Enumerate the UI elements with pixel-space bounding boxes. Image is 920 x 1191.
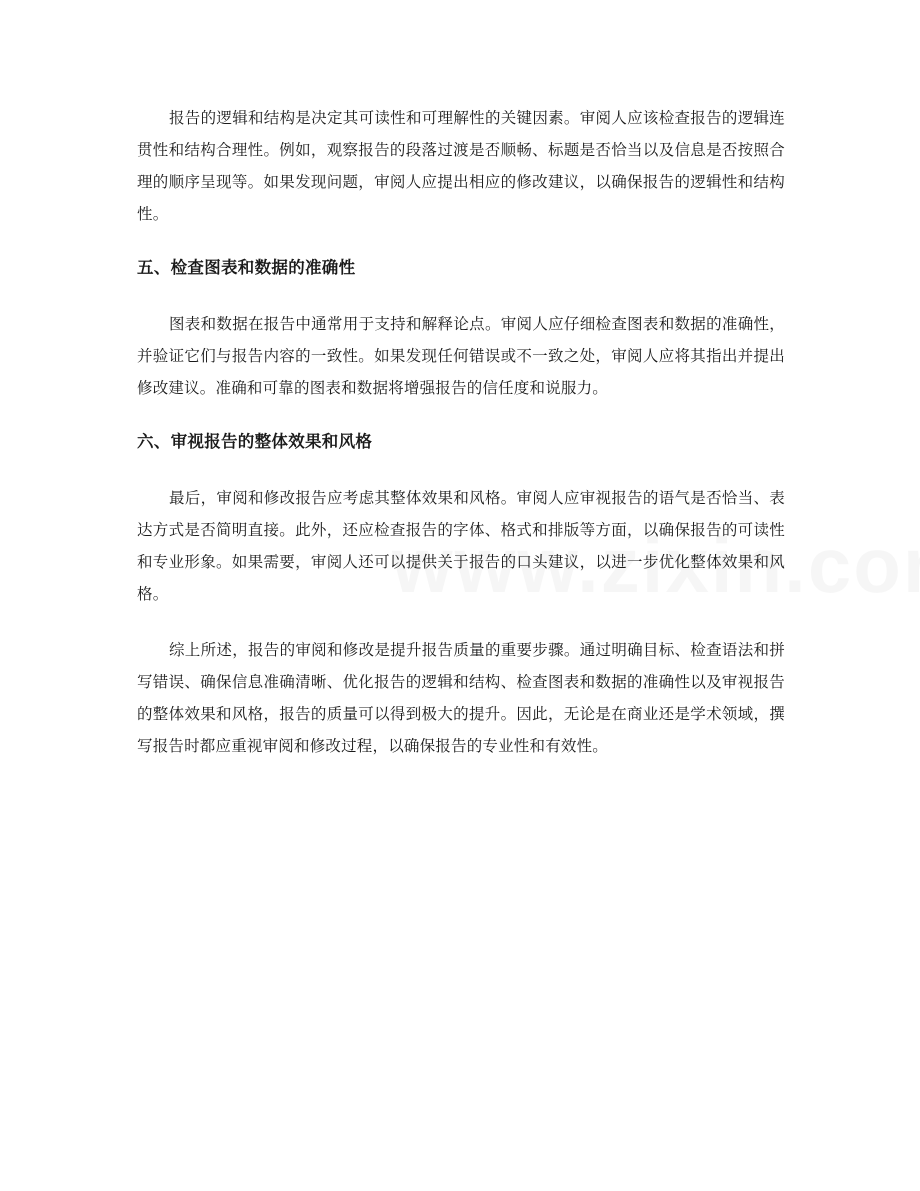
spacer	[137, 284, 785, 308]
spacer	[137, 610, 785, 634]
spacer	[137, 458, 785, 482]
document-page	[137, 102, 785, 762]
spacer	[137, 230, 785, 252]
paragraph-logic-structure: 报告的逻辑和结构是决定其可读性和可理解性的关键因素。审阅人应该检查报告的逻辑连贯性和结构合理性。例如，观察报告的段落过渡是否顺畅、标题是否恰当以及信息是否按照合理的顺序呈现等。如果发现问题，审阅人应提出相应的修改建议，以确保报告的逻辑性和结构性。	[137, 109, 785, 223]
section-heading-charts-data: 五、检查图表和数据的准确性	[137, 258, 356, 277]
section-heading-overall-effect: 六、审视报告的整体效果和风格	[137, 432, 373, 451]
paragraph-overall-effect: 最后，审阅和修改报告应考虑其整体效果和风格。审阅人应审视报告的语气是否恰当、表达方式是否简明直接。此外，还应检查报告的字体、格式和排版等方面，以确保报告的可读性和专业形象。如果需要，审阅人还可以提供关于报告的口头建议，以进一步优化整体效果和风格。	[137, 489, 785, 603]
spacer	[137, 404, 785, 426]
paragraph-charts-data: 图表和数据在报告中通常用于支持和解释论点。审阅人应仔细检查图表和数据的准确性，并验证它们与报告内容的一致性。如果发现任何错误或不一致之处，审阅人应将其指出并提出修改建议。准确和可靠的图表和数据将增强报告的信任度和说服力。	[137, 315, 785, 397]
paragraph-conclusion: 综上所述，报告的审阅和修改是提升报告质量的重要步骤。通过明确目标、检查语法和拼写错误、确保信息准确清晰、优化报告的逻辑和结构、检查图表和数据的准确性以及审视报告的整体效果和风格，报告的质量可以得到极大的提升。因此，无论是在商业还是学术领域，撰写报告时都应重视审阅和修改过程，以确保报告的专业性和有效性。	[137, 641, 785, 755]
